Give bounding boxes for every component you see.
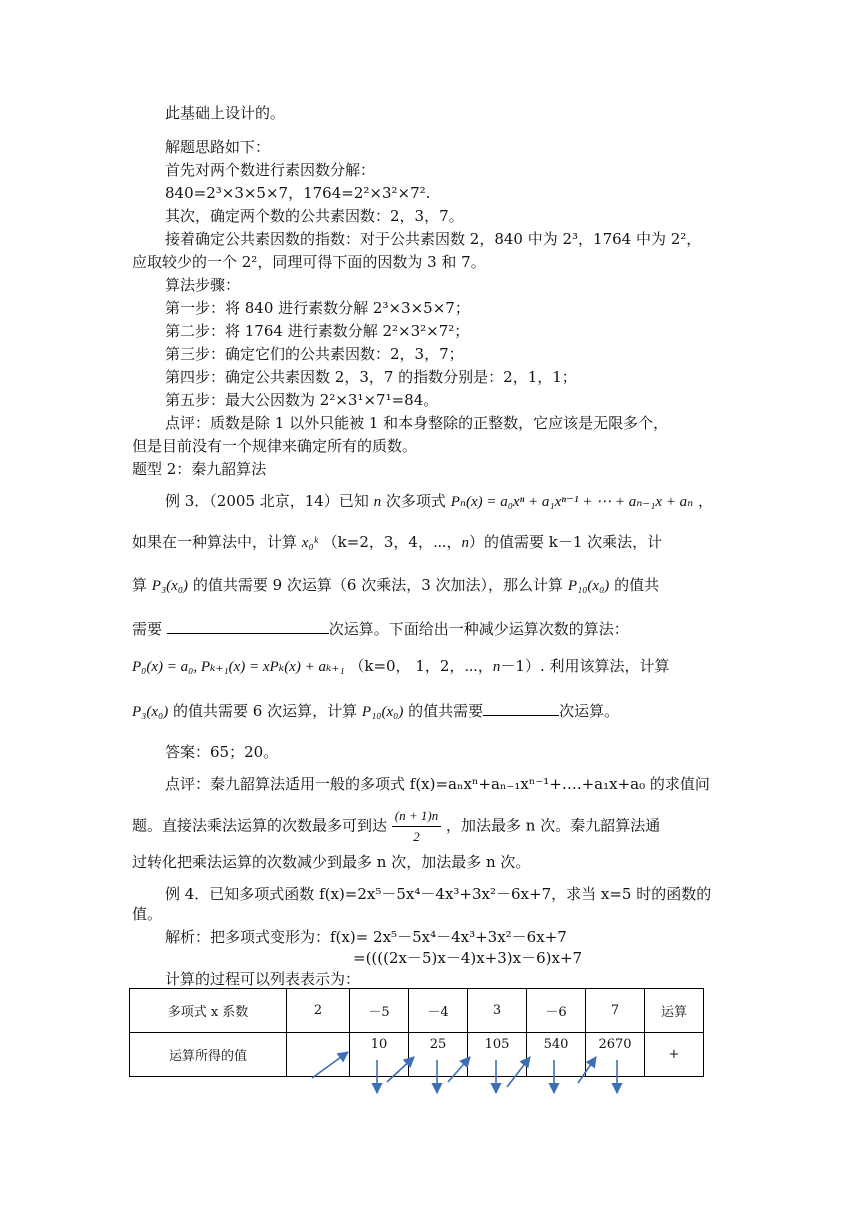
example3-line6 [132, 699, 619, 722]
fraction-denominator: 2 [413, 829, 420, 844]
answer-blank-2 [483, 699, 559, 716]
answer-blank-1 [167, 617, 329, 634]
example3-l3-c: 的值共 [614, 576, 660, 594]
example4-line4: =((((2x－5)x－4)x+3)x－6)x+7 [353, 949, 583, 967]
algorithm-step: 第五步：最大公因数为 2²×3¹×7¹=84。 [165, 391, 439, 409]
thinking-step-a: 首先对两个数进行素因数分解： [165, 161, 376, 179]
table-cell: 540 [527, 1033, 586, 1077]
example3-l5-b: （k=0， 1，2，⋯， [349, 657, 493, 675]
intro-text: 此基础上设计的。 [165, 104, 286, 122]
example3-line4 [132, 617, 629, 639]
table-cell: 10 [350, 1033, 409, 1077]
example3-line2 [132, 532, 662, 553]
thinking-step-b: 其次，确定两个数的公共素因数：2，3，7。 [165, 207, 464, 225]
table-cell: －4 [409, 989, 468, 1033]
example4-line5: 计算的过程可以列表表示为： [165, 970, 361, 988]
table-cell: 105 [468, 1033, 527, 1077]
p10-x0: P₁₀(x₀) [567, 578, 610, 594]
algorithm-title: 算法步骤： [165, 276, 241, 294]
table-row [130, 989, 704, 1033]
thinking-step-c-2: 应取较少的一个 2²，同理可得下面的因数为 3 和 7。 [132, 253, 486, 271]
x0-power-k: x₀ᵏ [301, 535, 318, 551]
example3-line1 [165, 491, 713, 512]
algorithm-step: 第一步：将 840 进行素数分解 2³×3×5×7； [165, 299, 470, 317]
fraction [392, 806, 441, 847]
example3-answer: 答案：65；20。 [165, 743, 279, 761]
example4-line1: 例 4．已知多项式函数 f(x)=2x⁵－5x⁴－4x³+3x²－6x+7，求当 x=5 时的函数的 [165, 885, 712, 903]
p3-x0: P₃(x₀) [151, 578, 189, 594]
algorithm-comment-2: 但是目前没有一个规律来确定所有的质数。 [132, 437, 418, 455]
example3-comment-1: 点评：秦九韶算法适用一般的多项式 f(x)=aₙxⁿ+aₙ₋₁xⁿ⁻¹+….+a₁x+a₀ 的求值问 [165, 775, 710, 793]
example3-l4-a: 需要 [132, 620, 163, 638]
example3-l3-b: 的值共需要 9 次运算（6 次乘法，3 次加法），那么计算 [192, 576, 564, 594]
example3-l2-b: （k=2，3，4，⋯， [322, 533, 462, 551]
algorithm-step: 第三步：确定它们的公共素因数：2，3，7； [165, 345, 464, 363]
example4-line2: 值。 [132, 905, 163, 923]
thinking-step-c-1: 接着确定公共素因数的指数：对于公共素因数 2，840 中为 2³，1764 中为 2²， [165, 230, 702, 248]
example3-l1-end: ， [698, 492, 714, 510]
p3-x0: P₃(x₀) [132, 704, 169, 720]
algorithm-comment-1: 点评：质数是除 1 以外只能被 1 和本身整除的正整数，它应该是无限多个， [165, 414, 669, 432]
algorithm-step: 第二步：将 1764 进行素数分解 2²×3²×7²； [165, 322, 470, 340]
fraction-numerator: (n + 1)n [392, 806, 441, 827]
example3-l1-n: n [373, 494, 382, 510]
table-cell: 2 [287, 989, 350, 1033]
table-cell: 2670 [586, 1033, 645, 1077]
example3-l3-a: 算 [132, 576, 148, 594]
table-cell: 3 [468, 989, 527, 1033]
polynomial-formula: Pₙ(x) = a₀xⁿ + a₁xⁿ⁻¹ + ⋯ + aₙ₋₁x + aₙ [450, 494, 694, 510]
table-cell: －5 [350, 989, 409, 1033]
example3-l6-a: 的值共需要 6 次运算，计算 [173, 702, 358, 720]
table-cell: 运算 [645, 989, 704, 1033]
table-cell: + [645, 1033, 704, 1077]
table-cell [287, 1033, 350, 1077]
example3-line5 [132, 656, 670, 677]
factorization: 840=2³×3×5×7，1764=2²×3²×7². [165, 184, 431, 202]
example4-line3: 解析：把多项式变形为：f(x)= 2x⁵－5x⁴－4x³+3x²－6x+7 [165, 928, 567, 946]
table-row [130, 1033, 704, 1077]
thinking-title: 解题思路如下： [165, 138, 271, 156]
example3-l1-mid: 次多项式 [385, 492, 446, 510]
table-cell: －6 [527, 989, 586, 1033]
example3-l5-n: n [492, 659, 501, 675]
example3-comment-2-a: 题。直接法乘法运算的次数最多可到达 [132, 816, 388, 835]
example3-l2-n: n [461, 535, 469, 551]
table-cell: 25 [409, 1033, 468, 1077]
example3-comment-3: 过转化把乘法运算的次数减少到最多 n 次，加法最多 n 次。 [132, 853, 531, 871]
table-cell: 7 [586, 989, 645, 1033]
example3-l4-b: 次运算。下面给出一种减少运算次数的算法： [328, 620, 629, 638]
calculation-table [129, 988, 704, 1077]
recurrence-formula: P₀(x) = a₀, Pₖ₊₁(x) = xPₖ(x) + aₖ₊₁ [132, 659, 345, 675]
example3-l5-c: －1）. 利用该算法，计算 [500, 657, 670, 675]
example3-l2-c: ）的值需要 k－1 次乘法，计 [468, 533, 663, 551]
section-title: 题型 2：秦九韶算法 [132, 460, 267, 478]
table-cell: 多项式 x 系数 [130, 989, 287, 1033]
example3-comment-2-b: ，加法最多 n 次。秦九韶算法通 [446, 816, 661, 835]
p10-x0: P₁₀(x₀) [361, 704, 404, 720]
example3-l6-c: 次运算。 [559, 702, 620, 720]
table-cell: 运算所得的值 [130, 1033, 287, 1077]
example3-l6-b: 的值共需要 [408, 702, 484, 720]
example3-comment-2 [132, 806, 660, 847]
example3-l1-prefix: 例 3．（2005 北京，14）已知 [165, 492, 369, 510]
example3-l2-a: 如果在一种算法中，计算 [132, 533, 298, 551]
example3-line3 [132, 575, 659, 596]
algorithm-step: 第四步：确定公共素因数 2，3，7 的指数分别是：2，1，1； [165, 368, 577, 386]
